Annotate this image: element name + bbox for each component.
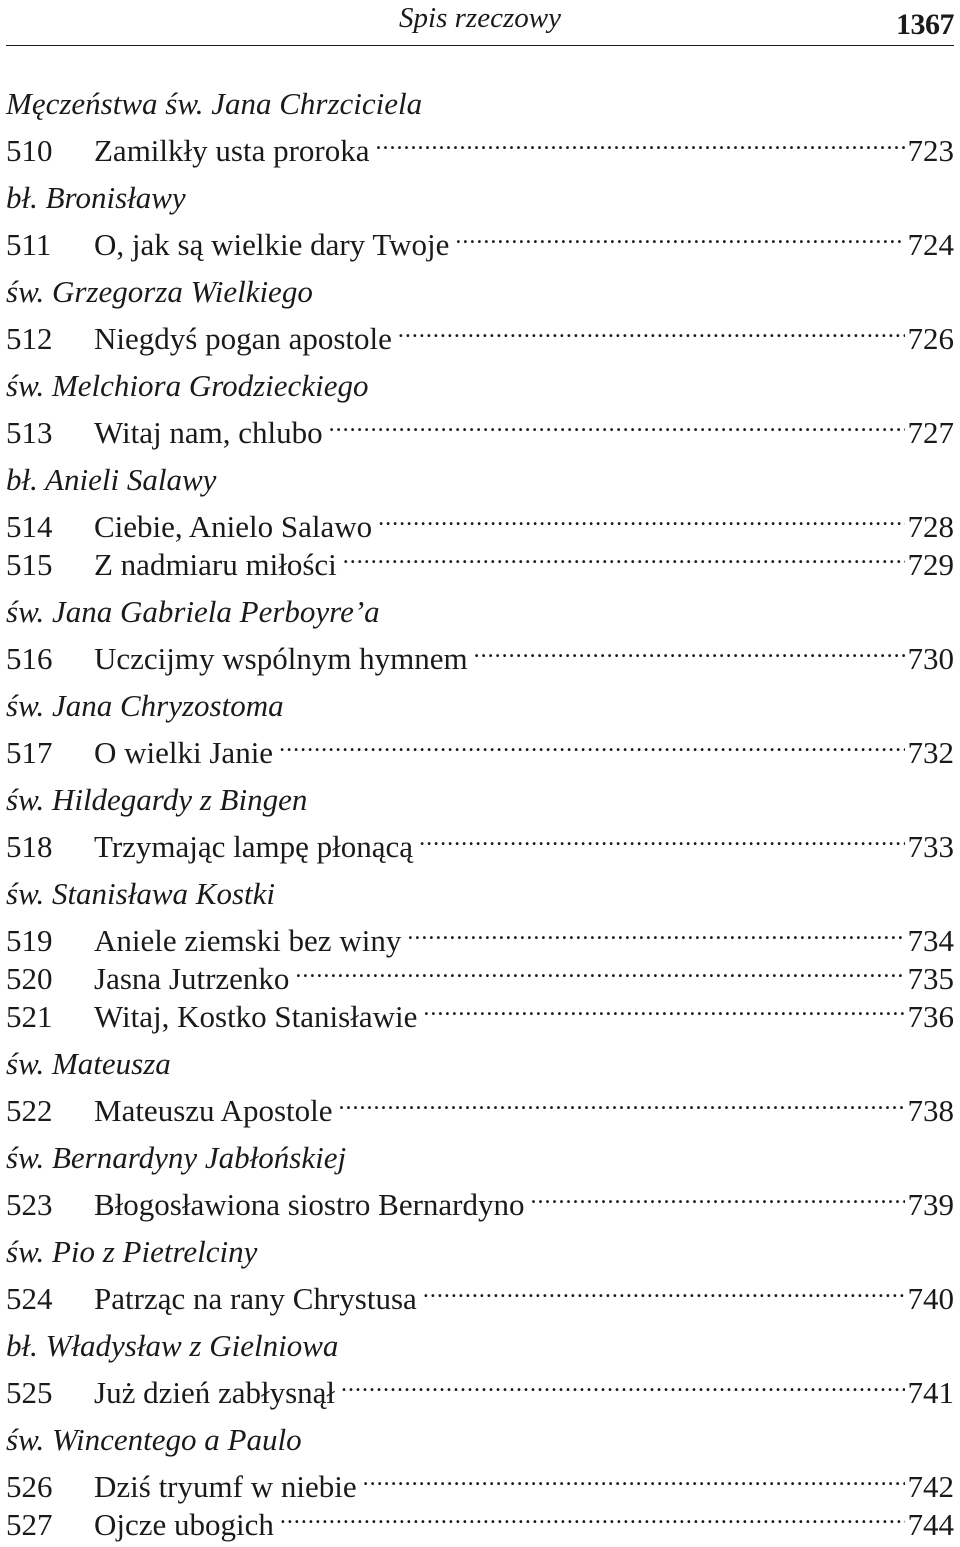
- dot-leader: [341, 1365, 904, 1403]
- dot-leader: [378, 499, 904, 537]
- page-reference: 744: [907, 1507, 954, 1542]
- dot-leader: [407, 913, 904, 951]
- section-heading: bł. Władysław z Gielniowa: [6, 1328, 339, 1363]
- dot-leader: [423, 1271, 905, 1309]
- index-entry: [6, 725, 954, 770]
- dot-leader: [329, 405, 905, 443]
- page-reference: 724: [907, 227, 954, 262]
- section-heading: św. Bernardyny Jabłońskiej: [6, 1140, 347, 1175]
- hymn-title: Błogosławiona siostro Bernardyno: [94, 1187, 525, 1222]
- index-entry: [6, 311, 954, 356]
- dot-leader: [531, 1177, 905, 1215]
- hymn-number: 518: [6, 829, 53, 864]
- page-reference: 741: [907, 1375, 954, 1410]
- section-heading: Męczeństwa św. Jana Chrzciciela: [6, 86, 423, 121]
- hymn-title: Uczcijmy wspólnym hymnem: [94, 641, 468, 676]
- hymn-title: O wielki Janie: [94, 735, 274, 770]
- index-entry: [6, 1083, 954, 1128]
- dot-leader: [343, 537, 905, 575]
- hymn-number: 523: [6, 1187, 53, 1222]
- dot-leader: [474, 631, 905, 669]
- hymn-title: Witaj nam, chlubo: [94, 415, 323, 450]
- hymn-title: O, jak są wielkie dary Twoje: [94, 227, 450, 262]
- running-title: Spis rzeczowy: [399, 2, 561, 34]
- dot-leader: [376, 123, 905, 161]
- hymn-title: Już dzień zabłysnął: [94, 1375, 336, 1410]
- page-reference: 729: [907, 547, 954, 582]
- hymn-number: 519: [6, 923, 53, 958]
- hymn-number: 511: [6, 227, 52, 262]
- hymn-number: 514: [6, 509, 53, 544]
- index-entry: [6, 1271, 954, 1316]
- section-heading: bł. Bronisławy: [6, 180, 186, 215]
- hymn-number: 524: [6, 1281, 53, 1316]
- hymn-number: 513: [6, 415, 53, 450]
- page-reference: 735: [907, 961, 954, 996]
- hymn-number: 527: [6, 1507, 53, 1542]
- hymn-number: 515: [6, 547, 53, 582]
- hymn-number: 526: [6, 1469, 53, 1504]
- page-reference: 733: [907, 829, 954, 864]
- subject-index: [6, 85, 954, 1542]
- hymn-title: Niegdyś pogan apostole: [94, 321, 392, 356]
- hymn-title: Aniele ziemski bez winy: [94, 923, 402, 958]
- page-reference: 738: [907, 1093, 954, 1128]
- dot-leader: [419, 819, 904, 857]
- index-entry: [6, 217, 954, 262]
- hymn-title: Witaj, Kostko Stanisławie: [94, 999, 418, 1034]
- section-heading: św. Jana Chryzostoma: [6, 688, 284, 723]
- hymn-title: Mateuszu Apostole: [94, 1093, 333, 1128]
- page-reference: 734: [907, 923, 954, 958]
- hymn-number: 517: [6, 735, 53, 770]
- index-entry: [6, 819, 954, 864]
- hymn-title: Z nadmiaru miłości: [94, 547, 337, 582]
- page-reference: 740: [907, 1281, 954, 1316]
- hymn-number: 520: [6, 961, 53, 996]
- page-number: 1367: [896, 8, 954, 41]
- page-reference: 732: [907, 735, 954, 770]
- section-heading: św. Grzegorza Wielkiego: [6, 274, 313, 309]
- hymn-title: Dziś tryumf w niebie: [94, 1469, 357, 1504]
- hymn-number: 525: [6, 1375, 53, 1410]
- hymn-title: Ciebie, Anielo Salawo: [94, 509, 373, 544]
- hymn-number: 522: [6, 1093, 53, 1128]
- dot-leader: [279, 725, 904, 763]
- running-header: [0, 0, 960, 46]
- dot-leader: [295, 951, 904, 989]
- dot-leader: [455, 217, 904, 255]
- page-reference: 742: [907, 1469, 954, 1504]
- section-heading: św. Jana Gabriela Perboyre’a: [6, 594, 380, 629]
- dot-leader: [398, 311, 905, 349]
- hymn-title: Ojcze ubogich: [94, 1507, 274, 1542]
- index-entry: [6, 1459, 954, 1504]
- hymn-title: Jasna Jutrzenko: [94, 961, 290, 996]
- page-reference: 736: [907, 999, 954, 1034]
- header-rule: [6, 45, 954, 46]
- index-entry: [6, 631, 954, 676]
- dot-leader: [363, 1459, 905, 1497]
- index-entry: [6, 1177, 954, 1222]
- section-heading: św. Mateusza: [6, 1046, 171, 1081]
- dot-leader: [339, 1083, 905, 1121]
- page-reference: 730: [907, 641, 954, 676]
- hymn-number: 516: [6, 641, 53, 676]
- page-reference: 726: [907, 321, 954, 356]
- hymn-title: Zamilkły usta proroka: [94, 133, 370, 168]
- section-heading: św. Pio z Pietrelciny: [6, 1234, 258, 1269]
- index-entry: [6, 405, 954, 450]
- section-heading: św. Wincentego a Paulo: [6, 1422, 302, 1457]
- index-entry: [6, 123, 954, 168]
- index-entry: [6, 499, 954, 544]
- hymn-title: Trzymając lampę płonącą: [94, 829, 414, 864]
- hymn-number: 512: [6, 321, 53, 356]
- hymn-title: Patrząc na rany Chrystusa: [94, 1281, 417, 1316]
- page-reference: 739: [907, 1187, 954, 1222]
- page-reference: 727: [907, 415, 954, 450]
- index-entry: [6, 1365, 954, 1410]
- hymn-number: 510: [6, 133, 53, 168]
- section-heading: św. Melchiora Grodzieckiego: [6, 368, 369, 403]
- section-heading: św. Stanisława Kostki: [6, 876, 275, 911]
- section-heading: bł. Anieli Salawy: [6, 462, 217, 497]
- hymn-number: 521: [6, 999, 53, 1034]
- dot-leader: [423, 989, 904, 1027]
- dot-leader: [280, 1497, 905, 1535]
- index-entry: [6, 913, 954, 958]
- page-reference: 728: [907, 509, 954, 544]
- page-reference: 723: [907, 133, 954, 168]
- section-heading: św. Hildegardy z Bingen: [6, 782, 308, 817]
